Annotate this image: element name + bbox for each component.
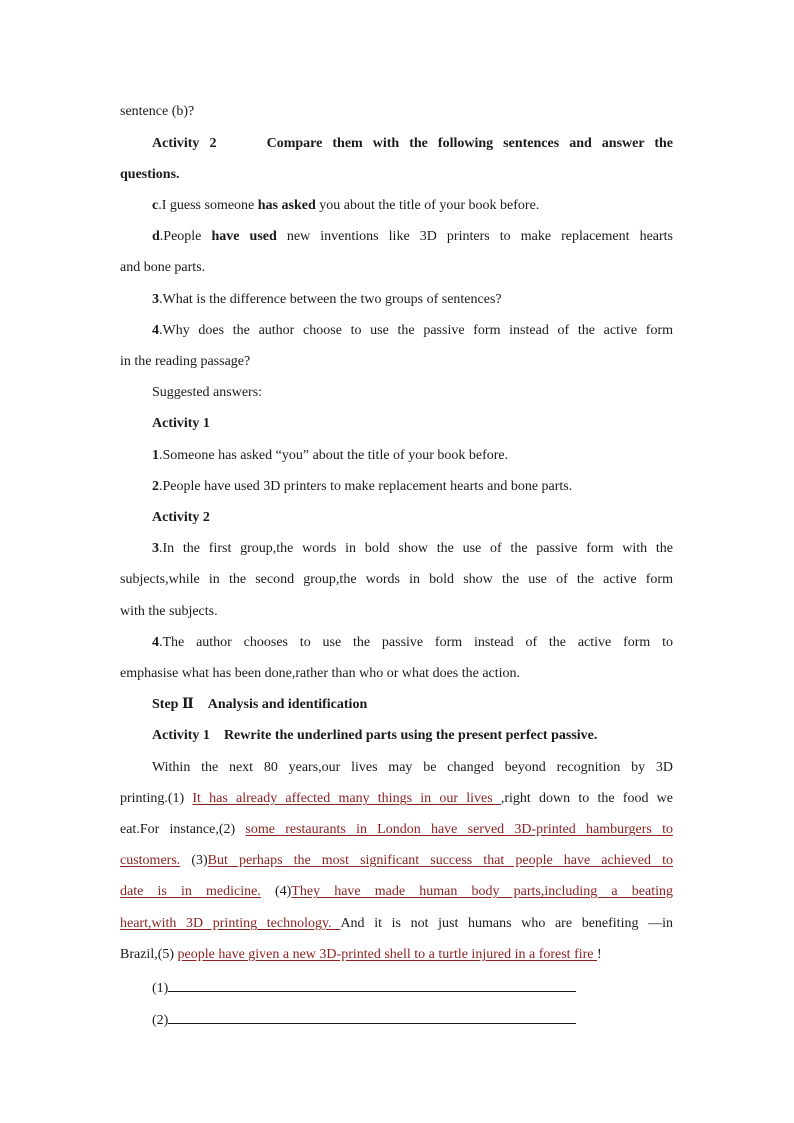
text-line: emphasise what has been done,rather than who or what does the action. bbox=[120, 666, 521, 681]
passage-text: And it is not just humans who are benefiting —in bbox=[340, 916, 674, 931]
answer-number: 3 bbox=[152, 541, 159, 556]
text-line: in the reading passage? bbox=[120, 354, 251, 369]
example-d bbox=[152, 229, 673, 245]
example-letter: d bbox=[152, 229, 160, 244]
question-3 bbox=[152, 292, 502, 308]
answer-blank-line[interactable] bbox=[168, 978, 576, 992]
passage-text: eat.For instance,(2) bbox=[120, 822, 246, 837]
passage-text: ! bbox=[597, 947, 602, 962]
example-text: new inventions like 3D printers to make replacement hearts bbox=[276, 229, 674, 244]
step-title: Analysis and identification bbox=[207, 697, 368, 712]
answer-blank-line[interactable] bbox=[168, 1010, 576, 1024]
passage-text: Brazil,(5) bbox=[120, 947, 178, 962]
activity-heading bbox=[152, 728, 597, 744]
step-heading bbox=[152, 697, 367, 713]
example-text: you about the title of your book before. bbox=[315, 198, 540, 213]
text-line: subjects,while in the second group,the words in bold show the use of the active form bbox=[120, 572, 673, 587]
answer-2 bbox=[152, 479, 572, 495]
text-line: sentence (b)? bbox=[120, 104, 195, 119]
passage-text: (3) bbox=[180, 853, 208, 868]
underlined-part-4: They have made human body parts,including a beating bbox=[291, 884, 673, 899]
answer-blank-2 bbox=[152, 1010, 576, 1029]
passage-text: printing.(1) bbox=[120, 791, 193, 806]
step-label: Step Ⅱ bbox=[152, 697, 194, 712]
activity-heading bbox=[152, 510, 210, 526]
example-c bbox=[152, 198, 539, 214]
question-number: 4 bbox=[152, 323, 159, 338]
answer-text: .The author chooses to use the passive form instead of the active form to bbox=[159, 635, 673, 650]
activity-heading bbox=[152, 136, 673, 152]
underlined-part-2: some restaurants in London have served 3D-printed hamburgers to bbox=[245, 822, 673, 837]
activity-label: Activity 1 bbox=[152, 728, 210, 743]
activity-instruction-cont: questions. bbox=[120, 167, 180, 182]
activity-instruction: Rewrite the underlined parts using the present perfect passive. bbox=[223, 728, 598, 743]
answer-text: .People have used 3D printers to make replacement hearts and bone parts. bbox=[159, 479, 573, 494]
passage-line bbox=[120, 791, 673, 807]
blank-label: (1) bbox=[152, 981, 169, 996]
question-4 bbox=[152, 323, 673, 339]
answer-text: .In the first group,the words in bold show the use of the passive form with the bbox=[159, 541, 673, 556]
underlined-part-3: But perhaps the most significant success that people have achieved to bbox=[207, 853, 673, 868]
answer-text: .Someone has asked “you” about the title of your book before. bbox=[159, 448, 509, 463]
answer-number: 4 bbox=[152, 635, 159, 650]
answer-3 bbox=[152, 541, 673, 557]
example-letter: c bbox=[152, 198, 159, 213]
answer-1 bbox=[152, 448, 508, 464]
activity-heading bbox=[152, 416, 210, 432]
question-text: .Why does the author choose to use the passive form instead of the active form bbox=[159, 323, 673, 338]
activity-instruction: Compare them with the following sentences and answer the bbox=[266, 136, 674, 151]
underlined-part-5: people have given a new 3D-printed shell to a turtle injured in a forest fire bbox=[177, 947, 597, 962]
passage-text: (4) bbox=[260, 884, 292, 899]
underlined-part-4-cont: heart,with 3D printing technology. bbox=[120, 916, 341, 931]
answer-4 bbox=[152, 635, 673, 651]
activity-label: Activity 2 bbox=[152, 136, 217, 151]
answer-number: 1 bbox=[152, 448, 159, 463]
text-line: with the subjects. bbox=[120, 604, 218, 619]
question-text: .What is the difference between the two groups of sentences? bbox=[159, 292, 502, 307]
text-line bbox=[120, 167, 180, 183]
passage-line: Within the next 80 years,our lives may be changed beyond recognition by 3D bbox=[152, 760, 673, 775]
example-text: .People bbox=[159, 229, 212, 244]
example-text: .I guess someone bbox=[158, 198, 258, 213]
answer-blank-1 bbox=[152, 978, 576, 997]
passage-line bbox=[120, 916, 673, 932]
passage-text: ,right down to the food we bbox=[500, 791, 673, 806]
passage-line bbox=[120, 853, 673, 869]
bold-verb: has asked bbox=[257, 198, 316, 213]
underlined-part-2-cont: customers. bbox=[120, 853, 181, 868]
underlined-part-1: It has already affected many things in our lives bbox=[192, 791, 501, 806]
activity-label: Activity 1 bbox=[152, 416, 210, 431]
question-number: 3 bbox=[152, 292, 159, 307]
passage-line bbox=[120, 884, 673, 900]
bold-verb: have used bbox=[211, 229, 277, 244]
answer-number: 2 bbox=[152, 479, 159, 494]
blank-label: (2) bbox=[152, 1013, 169, 1028]
passage-line bbox=[120, 822, 673, 838]
passage-line bbox=[120, 947, 602, 963]
underlined-part-3-cont: date is in medicine. bbox=[120, 884, 261, 899]
activity-label: Activity 2 bbox=[152, 510, 210, 525]
suggested-answers-label: Suggested answers: bbox=[152, 385, 263, 400]
text-line: and bone parts. bbox=[120, 260, 206, 275]
